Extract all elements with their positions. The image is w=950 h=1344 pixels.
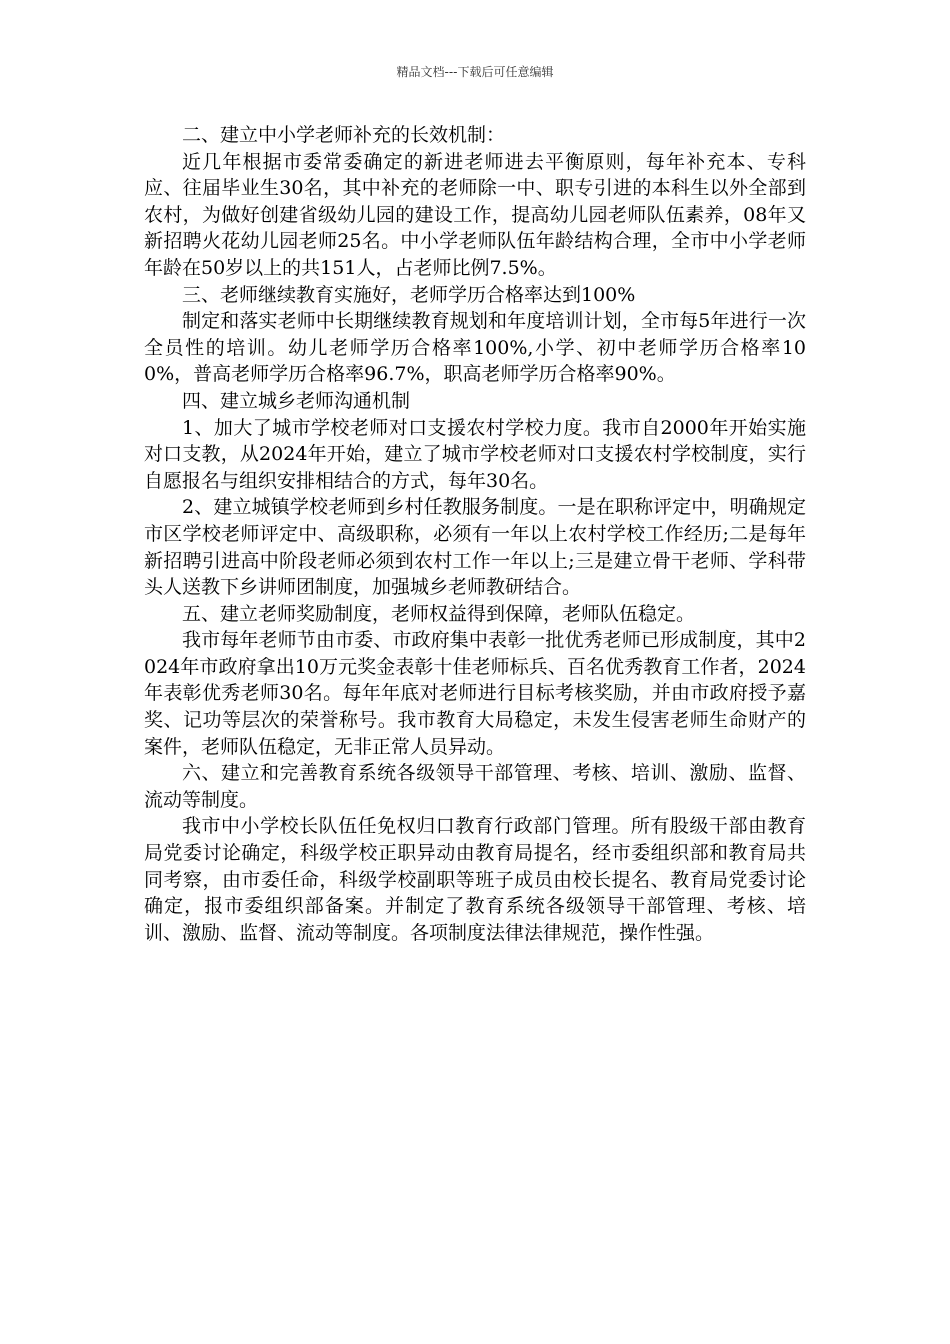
section-heading-2: 二、建立中小学老师补充的长效机制：: [182, 124, 506, 146]
document-body: [144, 122, 806, 946]
paragraph-continuing-education: 制定和落实老师中长期继续教育规划和年度培训计划，全市每5年进行一次全员性的培训。幼儿老师学历合格率100%,小学、初中老师学历合格率100%，普高老师学历合格率96.7%，职高老师学历合格率90%。: [144, 310, 806, 386]
paragraph-teacher-awards: 我市每年老师节由市委、市政府集中表彰一批优秀老师已形成制度，其中2024年市政府拿出10万元奖金表彰十佳老师标兵、百名优秀教育工作者，2024年表彰优秀老师30名。每年年底对老师进行目标考核奖励，并由市政府授予嘉奖、记功等层次的荣誉称号。我市教育大局稳定，未发生侵害老师生命财产的案件，老师队伍稳定，无非正常人员异动。: [144, 629, 806, 758]
section-heading-4: 四、建立城乡老师沟通机制: [182, 389, 411, 412]
paragraph-teacher-supplement: 近几年根据市委常委确定的新进老师进去平衡原则，每年补充本、专科应、往届毕业生30名，其中补充的老师除一中、职专引进的本科生以外全部到农村，为做好创建省级幼儿园的建设工作，提高幼儿园老师队伍素养，08年又新招聘火花幼儿园老师25名。中小学老师队伍年龄结构合理，全市中小学老师年龄在50岁以上的共151人，占老师比例7.5%。: [144, 150, 806, 279]
section-heading-6: 六、建立和完善教育系统各级领导干部管理、考核、培训、激励、监督、流动等制度。: [144, 762, 806, 811]
page-header: 精品文档---下载后可任意编辑: [396, 65, 554, 79]
section-heading-5: 五、建立老师奖励制度，老师权益得到保障，老师队伍稳定。: [182, 602, 696, 625]
paragraph-rural-service: 2、建立城镇学校老师到乡村任教服务制度。一是在职称评定中，明确规定市区学校老师评定中、高级职称，必须有一年以上农村学校工作经历;二是每年新招聘引进高中阶段老师必须到农村工作一年以上;三是建立骨干老师、学科带头人送教下乡讲师团制度，加强城乡老师教研结合。: [144, 496, 806, 599]
paragraph-cadre-management: 我市中小学校长队伍任免权归口教育行政部门管理。所有股级干部由教育局党委讨论确定，科级学校正职异动由教育局提名，经市委组织部和教育局共同考察，由市委任命，科级学校副职等班子成员由校长提名、教育局党委讨论确定，报市委组织部备案。并制定了教育系统各级领导干部管理、考核、培训、激励、监督、流动等制度。各项制度法律法律规范，操作性强。: [144, 815, 806, 944]
section-heading-3: 三、老师继续教育实施好，老师学历合格率达到100%: [182, 283, 636, 306]
paragraph-urban-support: 1、加大了城市学校老师对口支援农村学校力度。我市自2000年开始实施对口支教，从2024年开始，建立了城市学校老师对口支援农村学校制度，实行自愿报名与组织安排相结合的方式，每年30名。: [144, 416, 806, 492]
